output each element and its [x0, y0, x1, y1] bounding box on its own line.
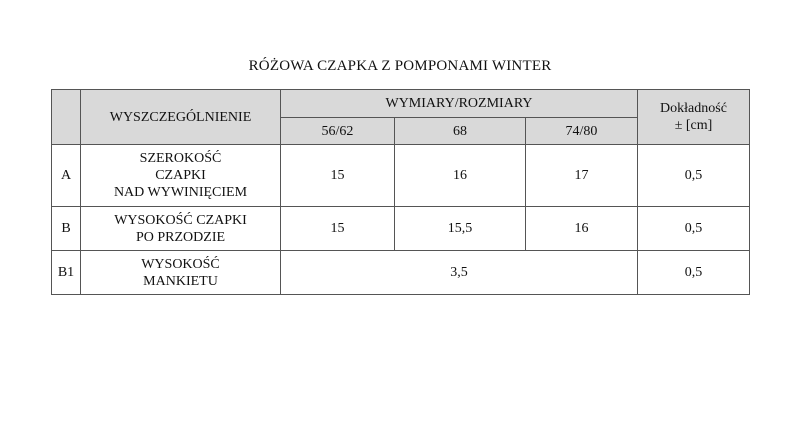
header-code-cell [52, 90, 81, 145]
row-label: WYSOKOŚĆ CZAPKI PO PRZODZIE [81, 207, 281, 251]
header-size-1: 56/62 [281, 118, 395, 145]
row-value: 15 [281, 145, 395, 207]
row-tolerance: 0,5 [638, 145, 750, 207]
row-label: SZEROKOŚĆ CZAPKI NAD WYWINIĘCIEM [81, 145, 281, 207]
row-code: A [52, 145, 81, 207]
table-row [52, 207, 750, 251]
row-value: 17 [526, 145, 638, 207]
header-size-2: 68 [395, 118, 526, 145]
row-tolerance: 0,5 [638, 251, 750, 295]
row-value: 15 [281, 207, 395, 251]
table-row [52, 145, 750, 207]
row-tolerance: 0,5 [638, 207, 750, 251]
header-size-3: 74/80 [526, 118, 638, 145]
size-table [51, 89, 750, 295]
header-dimensions-group: WYMIARY/ROZMIARY [281, 90, 638, 118]
row-value: 16 [395, 145, 526, 207]
row-value-merged: 3,5 [281, 251, 638, 295]
row-value: 16 [526, 207, 638, 251]
row-code: B1 [52, 251, 81, 295]
header-row-1 [52, 90, 750, 118]
row-value: 15,5 [395, 207, 526, 251]
header-tolerance: Dokładność ± [cm] [638, 90, 750, 145]
row-label: WYSOKOŚĆ MANKIETU [81, 251, 281, 295]
document-title: RÓŻOWA CZAPKA Z POMPONAMI WINTER [248, 58, 552, 74]
table-row [52, 251, 750, 295]
row-code: B [52, 207, 81, 251]
header-description: WYSZCZEGÓLNIENIE [81, 90, 281, 145]
